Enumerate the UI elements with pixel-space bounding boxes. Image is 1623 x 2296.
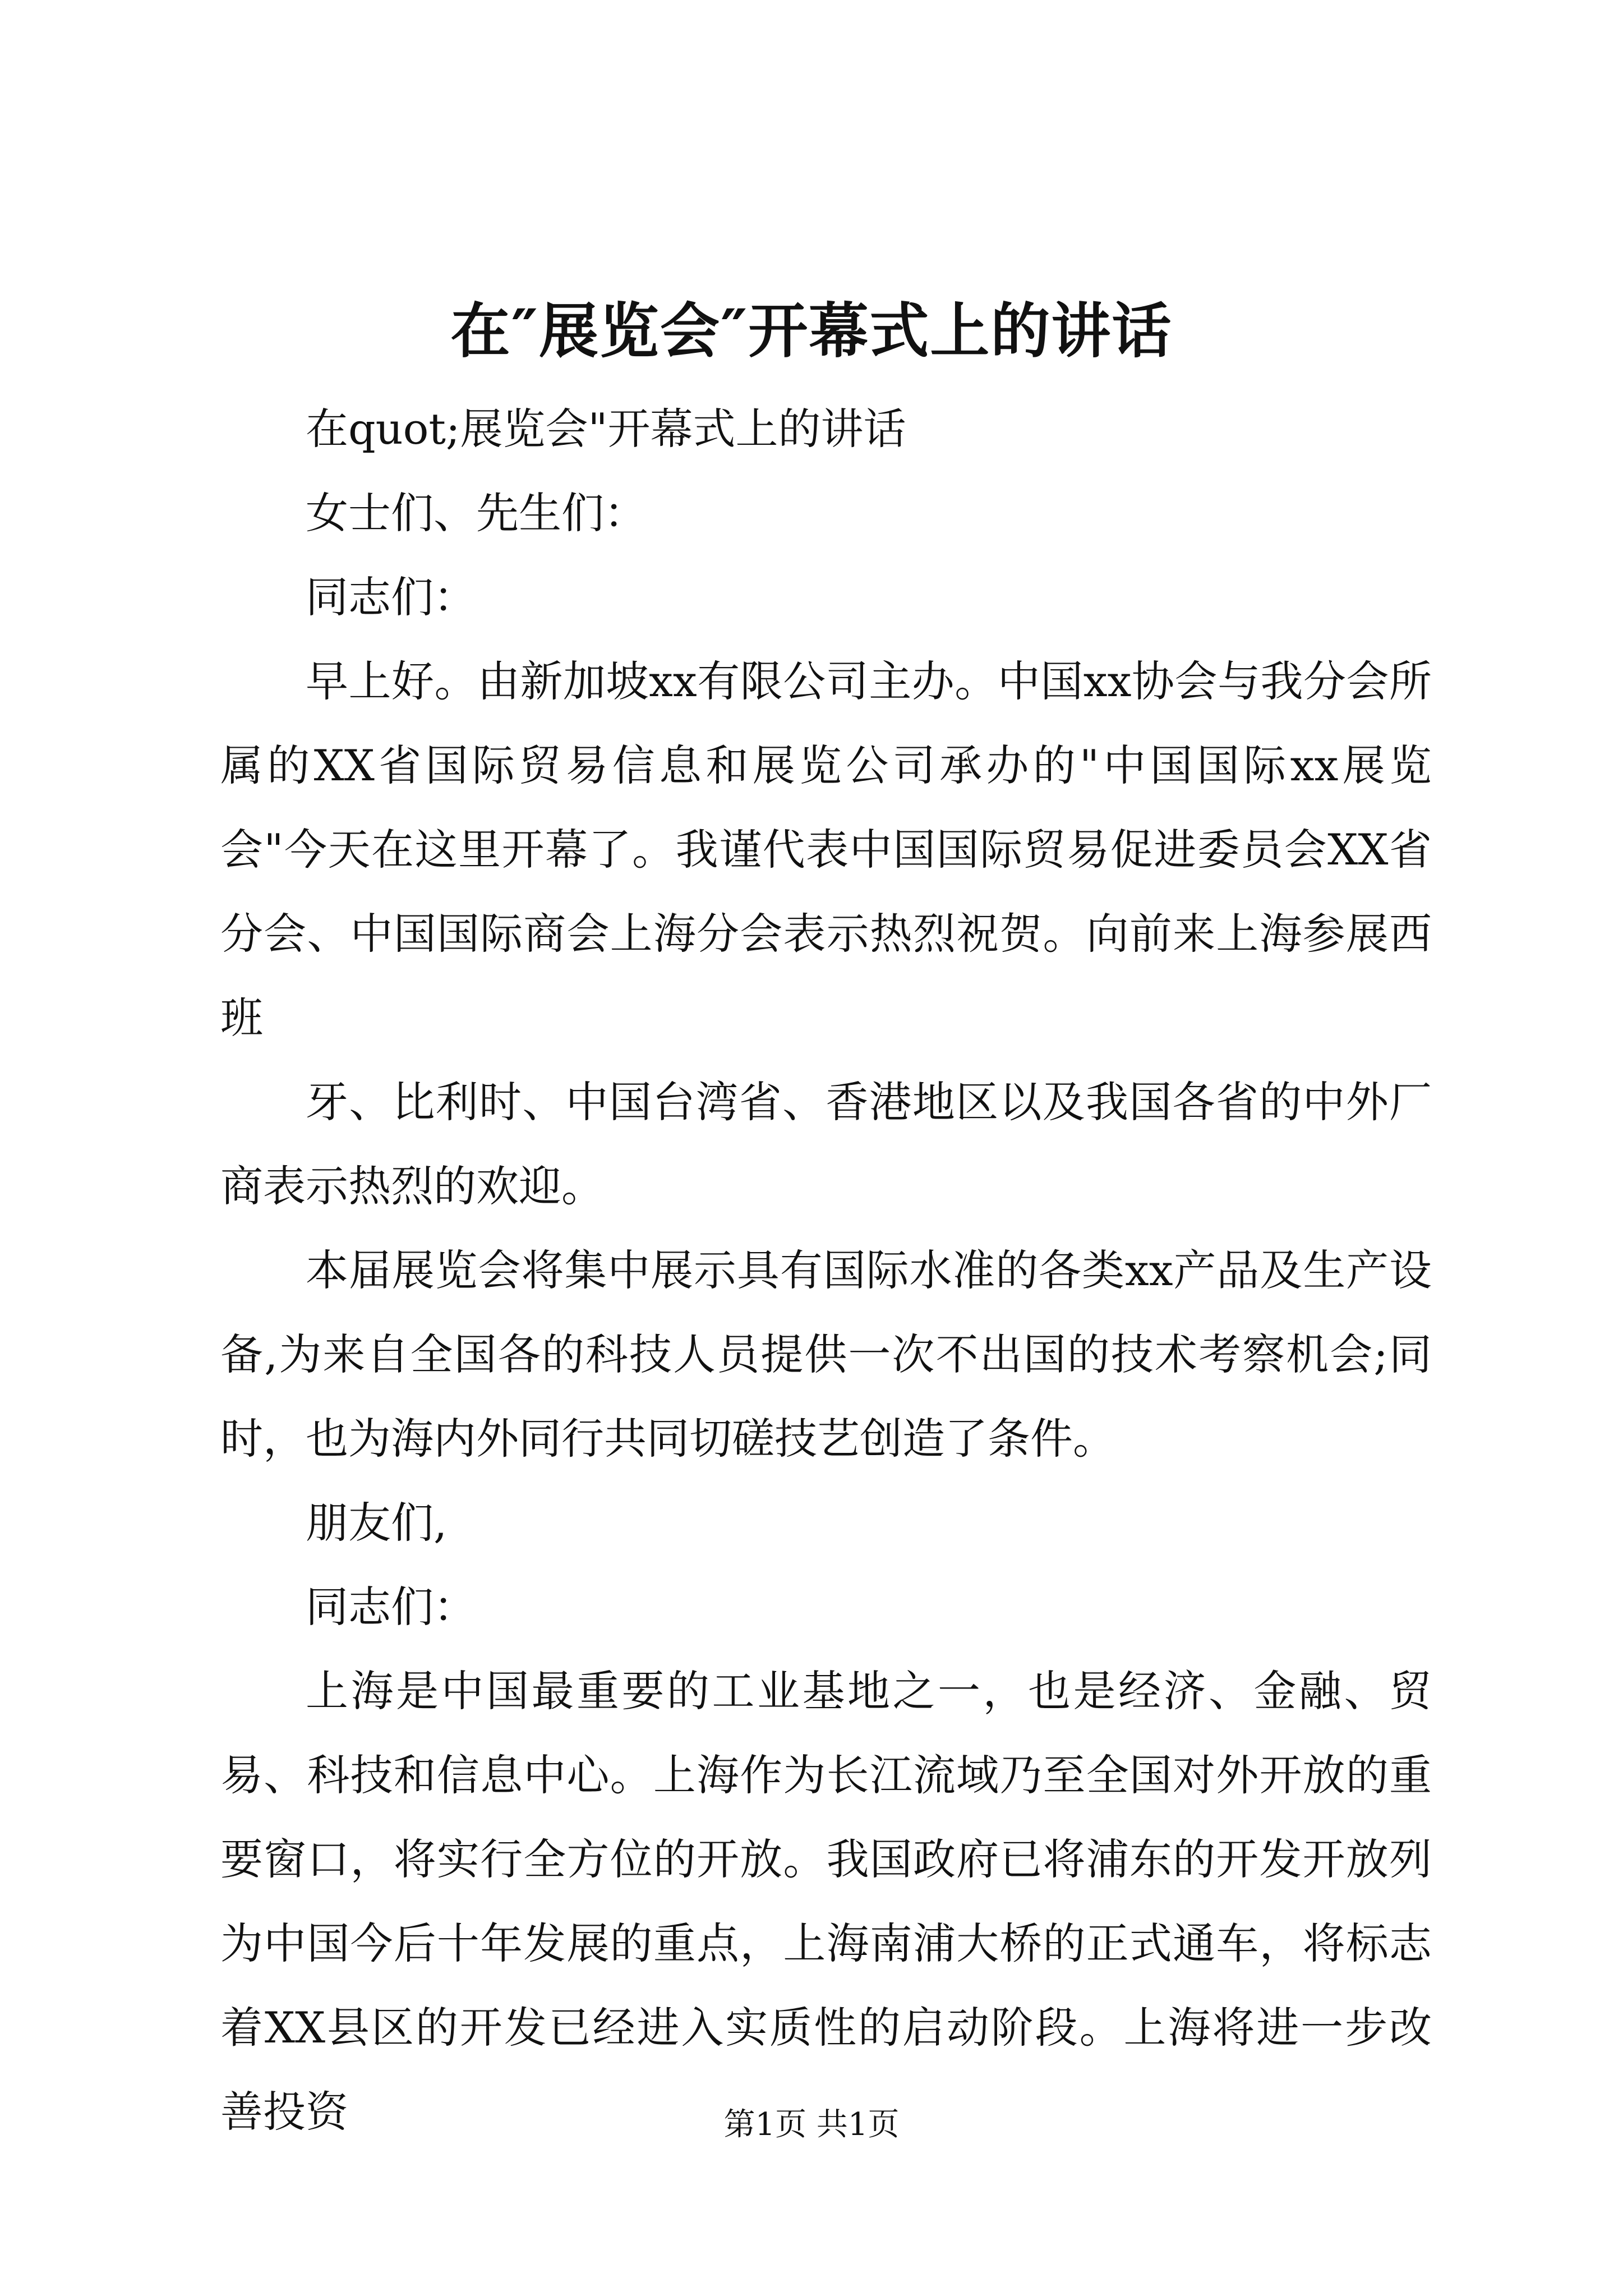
- paragraph-friends: 朋友们,: [306, 1498, 448, 1548]
- paragraph-salutation: 女士们、先生们：: [306, 488, 647, 538]
- paragraph-shanghai: 上海是中国最重要的工业基地之一，也是经济、金融、贸易、科技和信息中心。上海作为长江流域乃至全国对外开放的重要窗口，将实行全方位的开放。我国政府已将浦东的开发开放列为中国今后十年发展的重点，上海南浦大桥的正式通车，将标志着XX县区的开发已经进入实质性的启动阶段。上海将进一步改善投资: [220, 1666, 1432, 2137]
- page-title: 在″展览会″开幕式上的讲话: [450, 296, 1173, 366]
- paragraph-subtitle: 在quot;展览会"开幕式上的讲话: [306, 404, 906, 454]
- page-footer: 第1页 共1页: [723, 2106, 900, 2143]
- document-body: [220, 387, 1432, 2154]
- paragraph-opening: 早上好。由新加坡xx有限公司主办。中国xx协会与我分会所属的XX省国际贸易信息和展览公司承办的"中国国际xx展览会"今天在这里开幕了。我谨代表中国国际贸易促进委员会XX省分会、中国国际商会上海分会表示热烈祝贺。向前来上海参展西班: [220, 656, 1432, 1043]
- paragraph-welcome: 牙、比利时、中国台湾省、香港地区以及我国各省的中外厂商表示热烈的欢迎。: [220, 1077, 1432, 1211]
- paragraph-comrades-2: 同志们：: [306, 1582, 476, 1632]
- paragraph-comrades: 同志们：: [306, 572, 476, 622]
- paragraph-exhibition: 本届展览会将集中展示具有国际水准的各类xx产品及生产设备,为来自全国各的科技人员提供一次不出国的技术考察机会;同时，也为海内外同行共同切磋技艺创造了条件。: [220, 1245, 1432, 1464]
